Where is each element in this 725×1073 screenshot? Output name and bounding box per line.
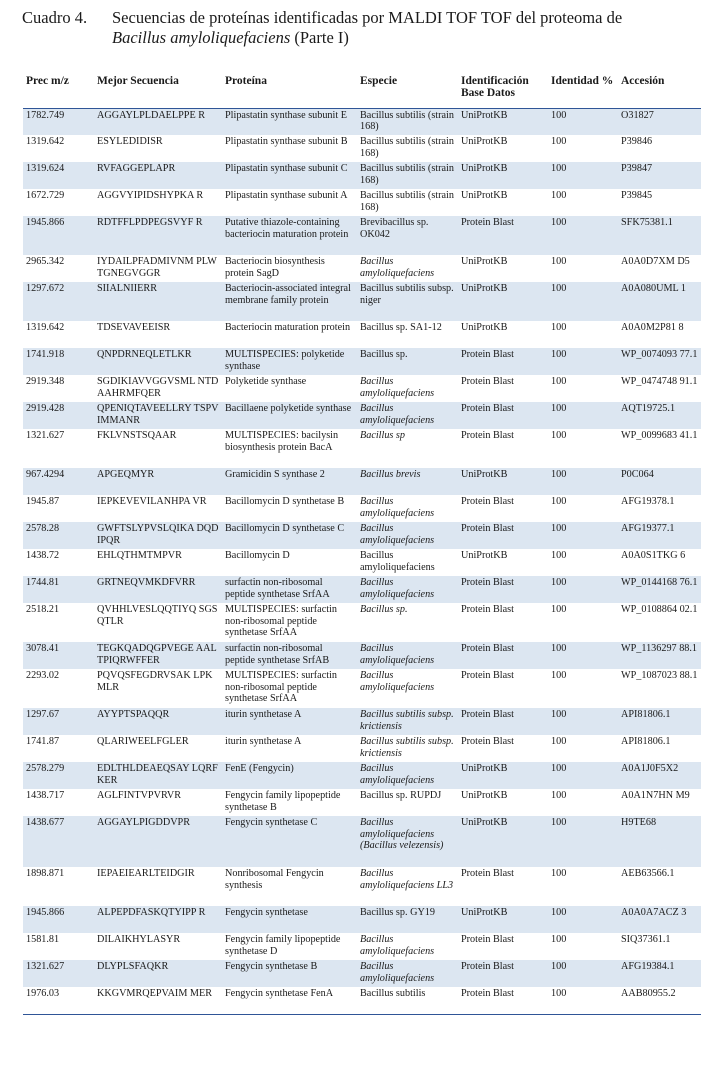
cell-species: Bacillus amyloliquefaciens bbox=[357, 960, 458, 987]
cell-prec-mz: 1297.672 bbox=[23, 282, 94, 321]
cell-sequence: QNPDRNEQLETLKR bbox=[94, 348, 222, 375]
cell-species: Bacillus amyloliquefaciens bbox=[357, 576, 458, 603]
cell-sequence: RVFAGGEPLAPR bbox=[94, 162, 222, 189]
cell-prec-mz: 1321.627 bbox=[23, 960, 94, 987]
table-row bbox=[23, 933, 701, 960]
cell-database: UniProtKB bbox=[461, 190, 508, 201]
cell-species: Bacillus sp. bbox=[360, 604, 408, 615]
cell-sequence: QPENIQTAVEELLRY TSPVIMMANR bbox=[94, 402, 222, 429]
cell-prec-mz: 1438.677 bbox=[23, 816, 94, 867]
cell-accession: API81806.1 bbox=[618, 708, 701, 735]
cell-database: UniProtKB bbox=[461, 322, 508, 333]
cell-species: Bacillus sp. bbox=[357, 348, 458, 375]
table-row bbox=[23, 135, 701, 162]
cell-sequence: TEGKQADQGPVEGE AALTPIQRWFFER bbox=[94, 642, 222, 669]
cell-accession: AQT19725.1 bbox=[618, 402, 701, 429]
header-protein: Proteína bbox=[222, 70, 357, 108]
cell-prec-mz: 3078.41 bbox=[23, 642, 94, 669]
cell-identity: 100 bbox=[548, 816, 618, 867]
table-row bbox=[23, 468, 701, 495]
cell-database: Protein Blast bbox=[458, 642, 548, 669]
table-row bbox=[23, 906, 701, 933]
caption-label: Cuadro 4. bbox=[22, 8, 88, 27]
cell-accession: A0A0M2P81 8 bbox=[621, 322, 684, 333]
cell-species: Bacillus subtilis subsp. krictiensis bbox=[357, 708, 458, 735]
table-row bbox=[23, 189, 701, 216]
cell-protein: Polyketide synthase bbox=[225, 376, 307, 387]
cell-sequence: DLYPLSFAQKR bbox=[94, 960, 222, 987]
cell-sequence: AGGAYLPIGDDVPR bbox=[94, 816, 222, 867]
table-row bbox=[23, 429, 701, 468]
table-row bbox=[23, 960, 701, 987]
header-prec-mz: Prec m/z bbox=[23, 70, 94, 108]
cell-protein: Fengycin family lipopeptide synthetase D bbox=[225, 934, 341, 957]
cell-protein: Bacteriocin-associated integral membrane family protein bbox=[222, 282, 357, 321]
cell-prec-mz: 1319.642 bbox=[26, 322, 65, 333]
cell-species: Bacillus amyloliquefaciens bbox=[360, 496, 435, 519]
cell-protein: Gramicidin S synthase 2 bbox=[222, 468, 357, 495]
cell-accession: P0C064 bbox=[618, 468, 701, 495]
table-row bbox=[23, 255, 701, 282]
cell-prec-mz: 2518.21 bbox=[26, 604, 60, 615]
cell-accession: WP_0144168 76.1 bbox=[618, 576, 701, 603]
cell-identity: 100 bbox=[551, 256, 567, 267]
cell-accession: AFG19377.1 bbox=[618, 522, 701, 549]
cell-database: UniProtKB bbox=[458, 762, 548, 789]
cell-accession: WP_0474748 91.1 bbox=[621, 376, 698, 387]
cell-sequence: DILAIKHYLASYR bbox=[97, 934, 181, 945]
cell-identity: 100 bbox=[548, 987, 618, 1014]
cell-sequence: ALPEPDFASKQTYIPP R bbox=[94, 906, 222, 933]
cell-species: Bacillus sp. SA1-12 bbox=[360, 322, 442, 333]
cell-species: Bacillus amyloliquefaciens bbox=[357, 762, 458, 789]
cell-identity: 100 bbox=[548, 468, 618, 495]
cell-protein: MULTISPECIES: surfactin non-ribosomal peptide synthetase SrfAA bbox=[225, 670, 337, 704]
cell-database: Protein Blast bbox=[461, 670, 514, 681]
cell-protein: surfactin non-ribosomal peptide synthetase SrfAA bbox=[222, 576, 357, 603]
cell-prec-mz: 1438.717 bbox=[26, 790, 65, 801]
cell-identity: 100 bbox=[551, 136, 567, 147]
cell-accession: API81806.1 bbox=[621, 736, 671, 747]
header-row bbox=[23, 70, 701, 108]
header-species: Especie bbox=[357, 70, 458, 108]
cell-sequence: IEPKEVEVILANHPA VR bbox=[97, 496, 207, 507]
table-row bbox=[23, 867, 701, 906]
cell-prec-mz: 1945.866 bbox=[23, 906, 94, 933]
cell-species: Bacillus subtilis (strain 168) bbox=[360, 136, 454, 159]
cell-protein: Bacillaene polyketide synthase bbox=[222, 402, 357, 429]
table-caption bbox=[22, 8, 702, 48]
table-row bbox=[23, 816, 701, 867]
table-row bbox=[23, 603, 701, 642]
cell-species: Bacillus amyloliquefaciens bbox=[360, 550, 435, 573]
cell-accession: WP_0099683 41.1 bbox=[621, 430, 698, 441]
cell-prec-mz: 1297.67 bbox=[23, 708, 94, 735]
table-row bbox=[23, 108, 701, 135]
cell-prec-mz: 967.4294 bbox=[23, 468, 94, 495]
cell-accession: AFG19378.1 bbox=[621, 496, 675, 507]
cell-protein: Plipastatin synthase subunit B bbox=[225, 136, 348, 147]
cell-protein: Plipastatin synthase subunit A bbox=[225, 190, 348, 201]
cell-identity: 100 bbox=[548, 960, 618, 987]
cell-protein: Plipastatin synthase subunit E bbox=[222, 108, 357, 135]
cell-species: Bacillus subtilis (strain 168) bbox=[357, 162, 458, 189]
cell-prec-mz: 2919.348 bbox=[26, 376, 65, 387]
cell-identity: 100 bbox=[548, 576, 618, 603]
cell-sequence: AGGAYLPLDAELPPE R bbox=[94, 108, 222, 135]
cell-database: UniProtKB bbox=[458, 282, 548, 321]
cell-database: Protein Blast bbox=[458, 216, 548, 255]
cell-species: Bacillus sp. GY19 bbox=[357, 906, 458, 933]
cell-identity: 100 bbox=[548, 708, 618, 735]
cell-protein: MULTISPECIES: polyketide synthase bbox=[222, 348, 357, 375]
cell-sequence: SGDIKIAVVGGVSML NTDAAHRMFQER bbox=[97, 376, 219, 399]
cell-identity: 100 bbox=[551, 430, 567, 441]
cell-identity: 100 bbox=[551, 736, 567, 747]
cell-database: UniProtKB bbox=[458, 108, 548, 135]
cell-database: Protein Blast bbox=[458, 960, 548, 987]
cell-identity: 100 bbox=[548, 642, 618, 669]
cell-database: Protein Blast bbox=[461, 736, 514, 747]
cell-protein: iturin synthetase A bbox=[222, 708, 357, 735]
cell-identity: 100 bbox=[551, 790, 567, 801]
cell-database: Protein Blast bbox=[458, 402, 548, 429]
cell-species: Bacillus subtilis (strain 168) bbox=[357, 108, 458, 135]
cell-accession: WP_0108864 02.1 bbox=[621, 604, 698, 615]
cell-database: UniProtKB bbox=[458, 906, 548, 933]
cell-species: Bacillus amyloliquefaciens bbox=[357, 402, 458, 429]
header-identity: Identidad % bbox=[548, 70, 618, 108]
cell-prec-mz: 2965.342 bbox=[26, 256, 65, 267]
cell-prec-mz: 1319.642 bbox=[26, 136, 65, 147]
table-row bbox=[23, 549, 701, 576]
cell-prec-mz: 1744.81 bbox=[23, 576, 94, 603]
cell-accession: P39846 bbox=[621, 136, 653, 147]
cell-prec-mz: 1898.871 bbox=[26, 868, 65, 879]
cell-identity: 100 bbox=[548, 402, 618, 429]
cell-species: Bacillus amyloliquefaciens bbox=[357, 522, 458, 549]
cell-protein: Bacillomycin D bbox=[225, 550, 290, 561]
table-body bbox=[23, 108, 701, 1014]
cell-database: Protein Blast bbox=[458, 987, 548, 1014]
cell-database: Protein Blast bbox=[458, 708, 548, 735]
cell-database: Protein Blast bbox=[458, 522, 548, 549]
cell-protein: Putative thiazole-containing bacteriocin maturation protein bbox=[222, 216, 357, 255]
cell-species: Bacillus sp bbox=[360, 430, 405, 441]
cell-protein: Fengycin synthetase B bbox=[222, 960, 357, 987]
cell-accession: P39847 bbox=[618, 162, 701, 189]
cell-accession: WP_1087023 88.1 bbox=[621, 670, 698, 681]
cell-identity: 100 bbox=[551, 934, 567, 945]
cell-sequence: KKGVMRQEPVAIM MER bbox=[94, 987, 222, 1014]
cell-prec-mz: 1976.03 bbox=[23, 987, 94, 1014]
cell-accession: H9TE68 bbox=[618, 816, 701, 867]
table-row bbox=[23, 162, 701, 189]
cell-prec-mz: 1438.72 bbox=[26, 550, 60, 561]
cell-sequence: SIIALNIIERR bbox=[94, 282, 222, 321]
cell-protein: Bacteriocin biosynthesis protein SagD bbox=[225, 256, 325, 279]
cell-accession: WP_1136297 88.1 bbox=[618, 642, 701, 669]
cell-prec-mz: 1321.627 bbox=[26, 430, 65, 441]
cell-database: UniProtKB bbox=[461, 550, 508, 561]
cell-accession: A0A0S1TKG 6 bbox=[621, 550, 686, 561]
cell-accession: AFG19384.1 bbox=[618, 960, 701, 987]
cell-protein: Fengycin synthetase C bbox=[222, 816, 357, 867]
cell-protein: MULTISPECIES: surfactin non-ribosomal peptide synthetase SrfAA bbox=[225, 604, 337, 638]
cell-identity: 100 bbox=[548, 282, 618, 321]
cell-sequence: FKLVNSTSQAAR bbox=[97, 430, 177, 441]
cell-prec-mz: 1782.749 bbox=[23, 108, 94, 135]
cell-protein: Bacillomycin D synthetase B bbox=[225, 496, 345, 507]
cell-species: Bacillus subtilis (strain 168) bbox=[360, 190, 454, 213]
cell-species: Bacillus sp. RUPDJ bbox=[360, 790, 442, 801]
cell-identity: 100 bbox=[548, 162, 618, 189]
cell-prec-mz: 1672.729 bbox=[26, 190, 65, 201]
cell-identity: 100 bbox=[548, 108, 618, 135]
cell-sequence: GRTNEQVMKDFVRR bbox=[94, 576, 222, 603]
cell-species: Bacillus amyloliquefaciens bbox=[357, 642, 458, 669]
cell-identity: 100 bbox=[551, 376, 567, 387]
cell-species: Bacillus amyloliquefaciens bbox=[360, 256, 435, 279]
cell-protein: MULTISPECIES: bacilysin biosynthesis protein BacA bbox=[225, 430, 339, 453]
cell-species: Bacillus subtilis subsp. niger bbox=[357, 282, 458, 321]
table-row bbox=[23, 282, 701, 321]
cell-protein: Bacillomycin D synthetase C bbox=[222, 522, 357, 549]
cell-species: Bacillus amyloliquefaciens bbox=[360, 376, 435, 399]
cell-protein: surfactin non-ribosomal peptide synthetase SrfAB bbox=[222, 642, 357, 669]
table-row bbox=[23, 762, 701, 789]
caption-species: Bacillus amyloliquefaciens bbox=[112, 28, 291, 47]
cell-database: Protein Blast bbox=[461, 376, 514, 387]
cell-identity: 100 bbox=[548, 906, 618, 933]
cell-protein: Plipastatin synthase subunit C bbox=[222, 162, 357, 189]
cell-accession: P39845 bbox=[621, 190, 653, 201]
table-row bbox=[23, 321, 701, 348]
cell-species: Bacillus amyloliquefaciens LL3 bbox=[360, 868, 454, 891]
cell-database: UniProtKB bbox=[458, 162, 548, 189]
cell-database: UniProtKB bbox=[461, 256, 508, 267]
cell-database: UniProtKB bbox=[458, 468, 548, 495]
cell-prec-mz: 1319.624 bbox=[23, 162, 94, 189]
cell-sequence: IYDAILPFADMIVNM PLWTGNEGVGGR bbox=[97, 256, 217, 279]
cell-database: UniProtKB bbox=[461, 136, 508, 147]
table-row bbox=[23, 522, 701, 549]
cell-identity: 100 bbox=[551, 868, 567, 879]
header-accession: Accesión bbox=[618, 70, 701, 108]
cell-species: Bacillus amyloliquefaciens (Bacillus velezensis) bbox=[357, 816, 458, 867]
cell-sequence: GWFTSLYPVSLQIKA DQDIPQR bbox=[94, 522, 222, 549]
cell-identity: 100 bbox=[548, 522, 618, 549]
cell-protein: Nonribosomal Fengycin synthesis bbox=[225, 868, 324, 891]
cell-identity: 100 bbox=[551, 670, 567, 681]
cell-sequence: APGEQMYR bbox=[94, 468, 222, 495]
cell-protein: Fengycin synthetase FenA bbox=[222, 987, 357, 1014]
cell-identity: 100 bbox=[551, 322, 567, 333]
cell-identity: 100 bbox=[548, 348, 618, 375]
cell-identity: 100 bbox=[551, 604, 567, 615]
cell-prec-mz: 1741.87 bbox=[26, 736, 60, 747]
cell-protein: Bacteriocin maturation protein bbox=[225, 322, 351, 333]
cell-species: Bacillus amyloliquefaciens bbox=[360, 934, 435, 957]
cell-accession: A0A0A7ACZ 3 bbox=[618, 906, 701, 933]
cell-prec-mz: 1945.87 bbox=[26, 496, 60, 507]
table-row bbox=[23, 669, 701, 708]
cell-database: Protein Blast bbox=[458, 348, 548, 375]
table-row bbox=[23, 642, 701, 669]
cell-protein: Fengycin synthetase bbox=[222, 906, 357, 933]
cell-sequence: ESYLEDIDISR bbox=[97, 136, 163, 147]
cell-accession: SIQ37361.1 bbox=[621, 934, 671, 945]
cell-prec-mz: 2919.428 bbox=[23, 402, 94, 429]
cell-database: Protein Blast bbox=[461, 604, 514, 615]
cell-identity: 100 bbox=[551, 550, 567, 561]
table-row bbox=[23, 216, 701, 255]
cell-database: UniProtKB bbox=[461, 790, 508, 801]
table-row bbox=[23, 402, 701, 429]
cell-accession: O31827 bbox=[618, 108, 701, 135]
cell-accession: A0A0D7XM D5 bbox=[621, 256, 690, 267]
cell-protein: iturin synthetase A bbox=[225, 736, 302, 747]
cell-accession: AEB63566.1 bbox=[621, 868, 675, 879]
cell-species: Bacillus amyloliquefaciens bbox=[360, 670, 435, 693]
header-database: Identificación Base Datos bbox=[458, 70, 548, 108]
cell-accession: A0A1J0F5X2 bbox=[618, 762, 701, 789]
cell-database: Protein Blast bbox=[458, 576, 548, 603]
caption-suffix: (Parte I) bbox=[290, 28, 349, 47]
cell-sequence: EHLQTHMTMPVR bbox=[97, 550, 182, 561]
cell-database: UniProtKB bbox=[458, 816, 548, 867]
cell-sequence: AGGVYIPIDSHYPKA R bbox=[97, 190, 204, 201]
cell-prec-mz: 1945.866 bbox=[23, 216, 94, 255]
cell-prec-mz: 1741.918 bbox=[23, 348, 94, 375]
table-row bbox=[23, 576, 701, 603]
table-row bbox=[23, 495, 701, 522]
cell-sequence: TDSEVAVEEISR bbox=[97, 322, 171, 333]
cell-database: Protein Blast bbox=[461, 496, 514, 507]
cell-sequence: RDTFFLPDPEGSVYF R bbox=[94, 216, 222, 255]
table-row bbox=[23, 348, 701, 375]
cell-sequence: QVHHLVESLQQTIYQ SGSQTLR bbox=[97, 604, 218, 627]
protein-table bbox=[23, 70, 701, 1015]
cell-identity: 100 bbox=[551, 190, 567, 201]
table-row bbox=[23, 789, 701, 816]
cell-sequence: IEPAEIEARLTEIDGIR bbox=[97, 868, 195, 879]
header-sequence: Mejor Secuencia bbox=[94, 70, 222, 108]
cell-identity: 100 bbox=[551, 496, 567, 507]
table-row bbox=[23, 375, 701, 402]
cell-prec-mz: 2578.279 bbox=[23, 762, 94, 789]
cell-database: Protein Blast bbox=[461, 430, 514, 441]
cell-accession: WP_0074093 77.1 bbox=[618, 348, 701, 375]
cell-sequence: AGLFINTVPVRVR bbox=[97, 790, 182, 801]
cell-sequence: EDLTHLDEAEQSAY LQRFKER bbox=[94, 762, 222, 789]
caption-text: Secuencias de proteínas identificadas por MALDI TOF TOF del proteoma de bbox=[112, 8, 623, 27]
cell-accession: A0A080UML 1 bbox=[618, 282, 701, 321]
cell-sequence: QLARIWEELFGLER bbox=[97, 736, 189, 747]
cell-accession: SFK75381.1 bbox=[618, 216, 701, 255]
cell-species: Bacillus subtilis subsp. krictiensis bbox=[360, 736, 454, 759]
cell-identity: 100 bbox=[548, 216, 618, 255]
cell-sequence: PQVQSFEGDRVSAK LPKMLR bbox=[97, 670, 213, 693]
table-row bbox=[23, 987, 701, 1014]
cell-database: Protein Blast bbox=[461, 934, 514, 945]
cell-prec-mz: 1581.81 bbox=[26, 934, 60, 945]
cell-species: Bacillus brevis bbox=[357, 468, 458, 495]
cell-accession: A0A1N7HN M9 bbox=[621, 790, 690, 801]
cell-species: Brevibacillus sp. OK042 bbox=[357, 216, 458, 255]
cell-protein: FenE (Fengycin) bbox=[222, 762, 357, 789]
cell-protein: Fengycin family lipopeptide synthetase B bbox=[225, 790, 341, 813]
cell-species: Bacillus subtilis bbox=[357, 987, 458, 1014]
cell-sequence: AYYPTSPAQQR bbox=[94, 708, 222, 735]
cell-prec-mz: 2578.28 bbox=[23, 522, 94, 549]
cell-prec-mz: 2293.02 bbox=[26, 670, 60, 681]
table-row bbox=[23, 708, 701, 735]
cell-accession: AAB80955.2 bbox=[618, 987, 701, 1014]
table-row bbox=[23, 735, 701, 762]
cell-database: Protein Blast bbox=[461, 868, 514, 879]
cell-identity: 100 bbox=[548, 762, 618, 789]
